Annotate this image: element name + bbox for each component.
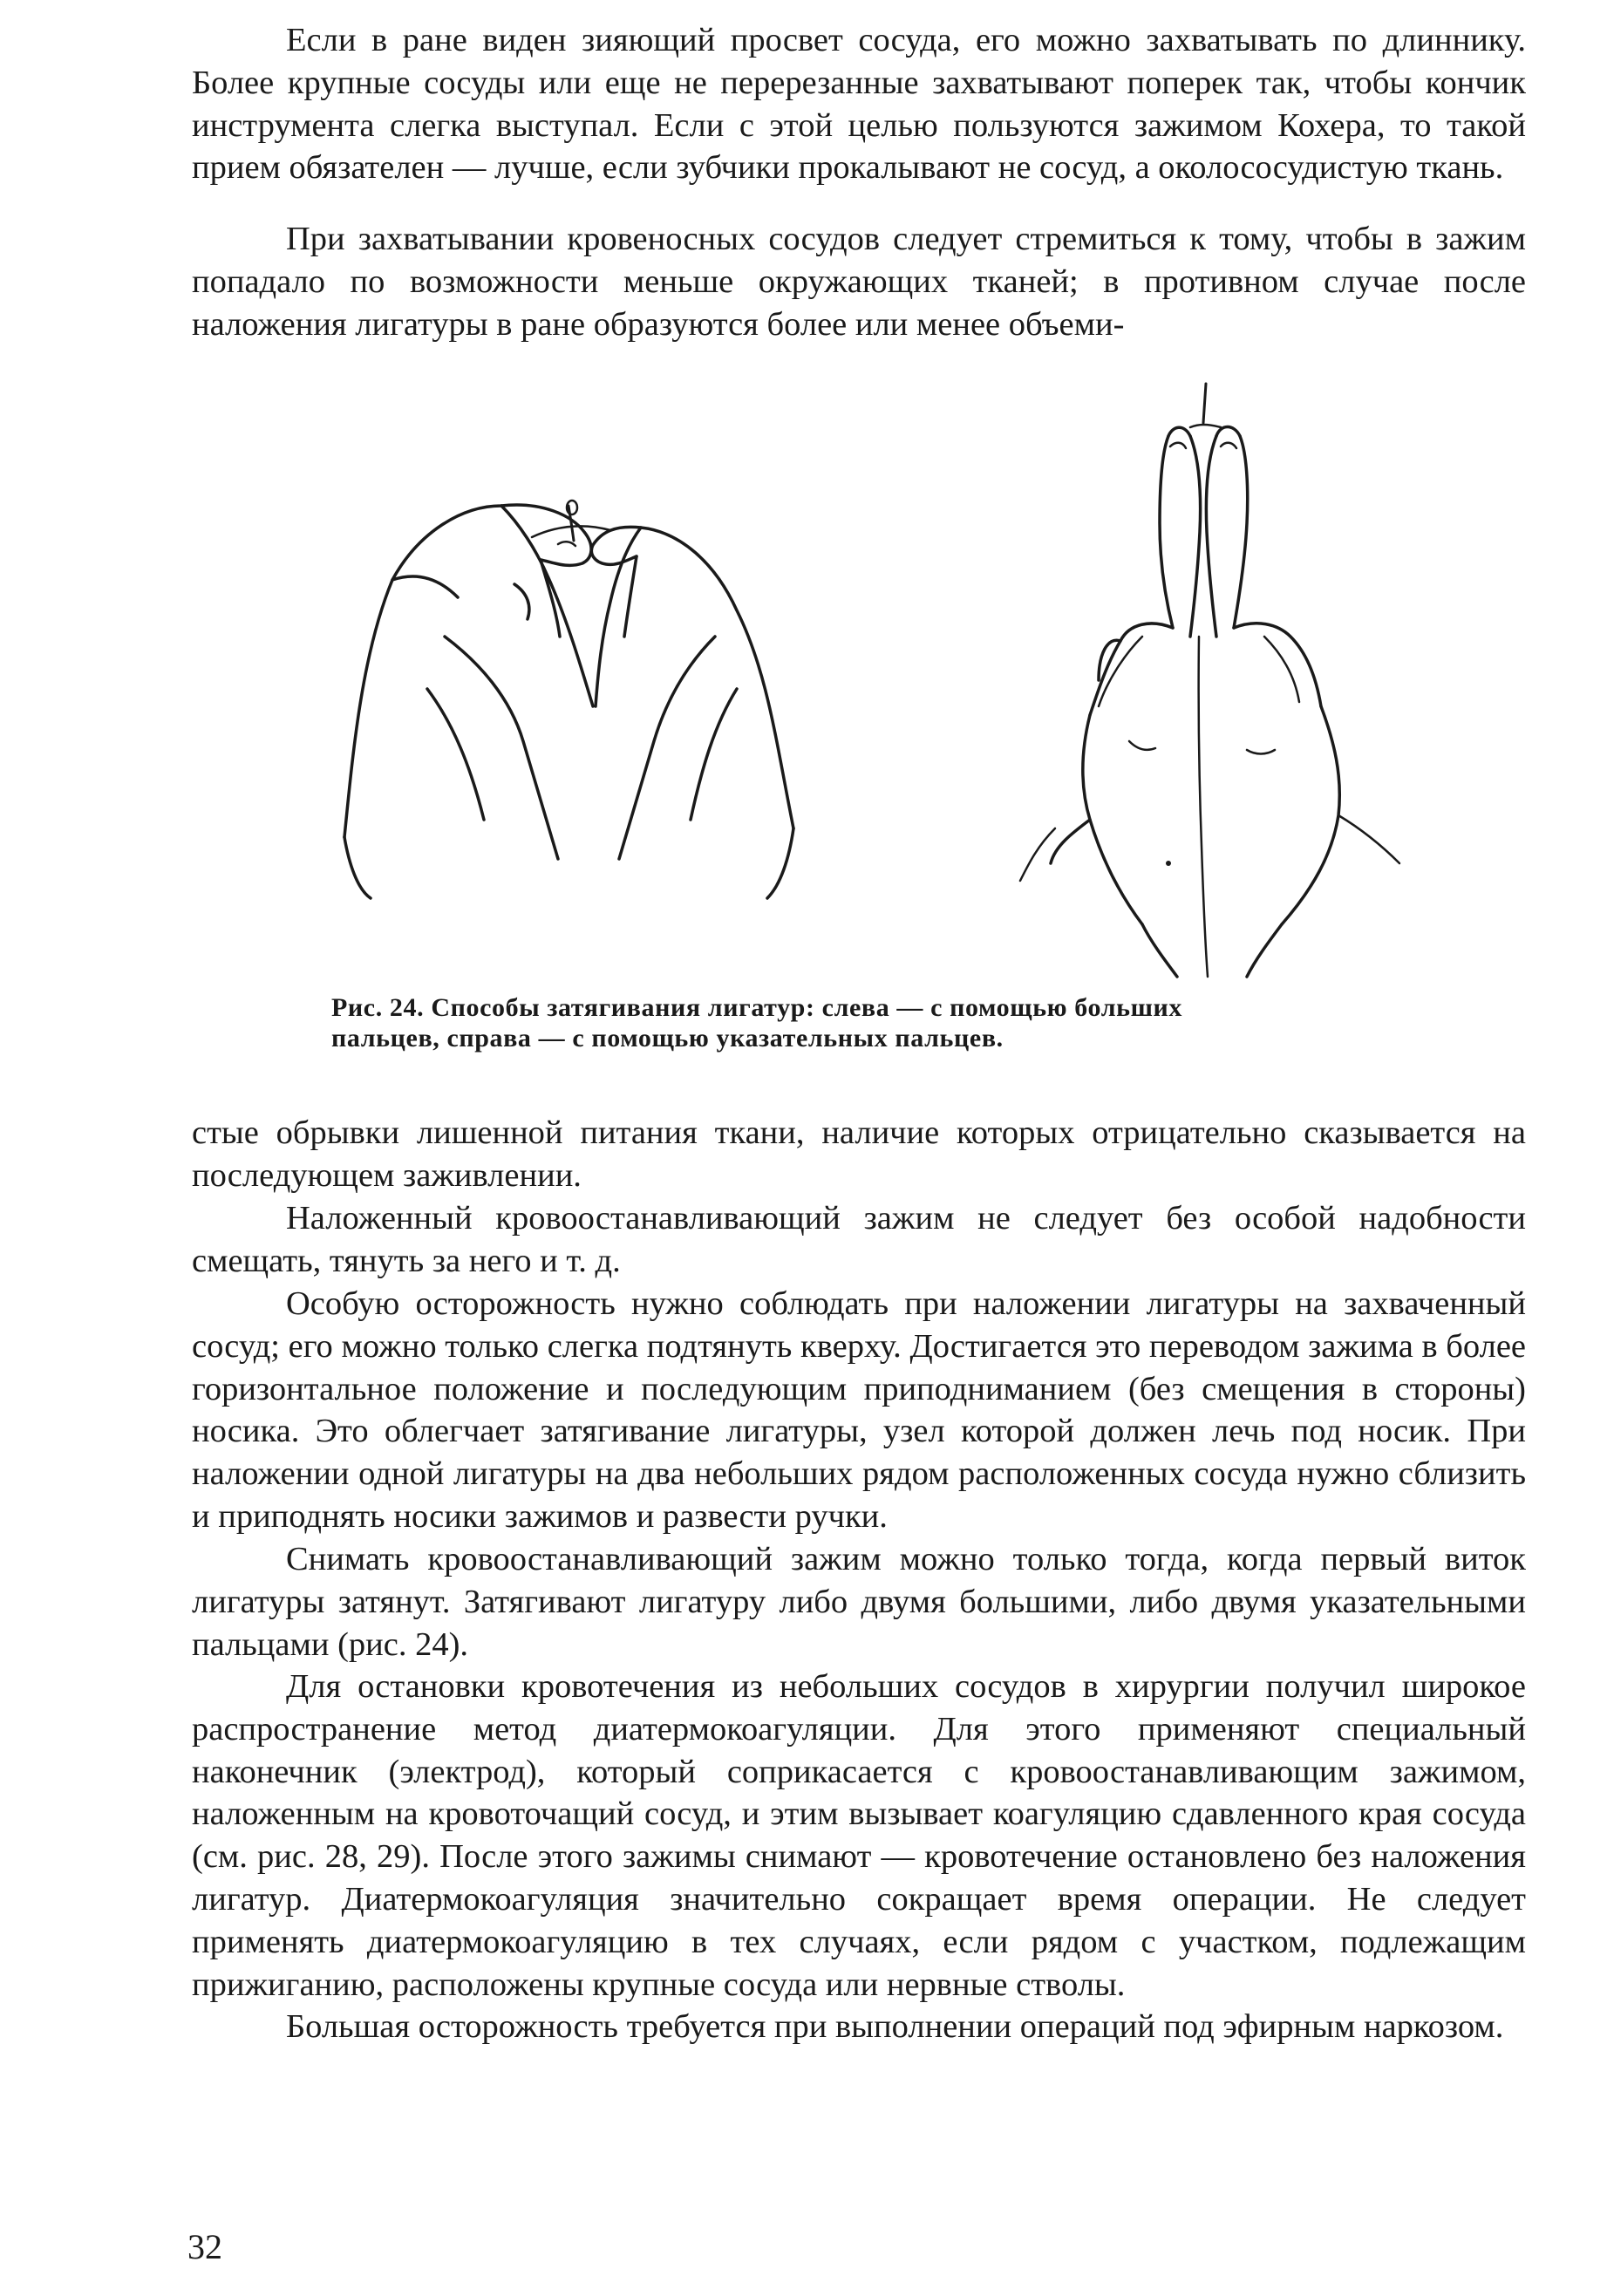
paragraph: стые обрывки лишенной питания ткани, наличие которых отрицательно сказывается на последующем заживлении. bbox=[192, 1114, 1526, 1194]
paragraph: Для остановки кровотечения из небольших сосудов в хирургии получил широкое распространение метод диатермокоагуляции. Для этого применяют специальный наконечник (электрод), который соприкасается с кровоостанавливающим зажимом, наложенным на кровоточащий сосуд, и этим вызывает коагуляцию сдавленного края сосуда (см. рис. 28, 29). После этого зажимы снимают — кровотечение остановлено без наложения лигатур. Диатермокоагуляция значительно сокращает время операции. Не следует применять диатермокоагуляцию в тех случаях, если рядом с участком, подлежащим прижиганию, расположены крупные сосуда или нервные стволы. bbox=[192, 1668, 1526, 2003]
hands-thumbs-drawing bbox=[344, 501, 793, 898]
paragraph: Снимать кровоостанавливающий зажим можно только тогда, когда первый виток лигатуры затянут. Затягивают лигатуру либо двумя большими, либо двумя указательными пальцами (рис. 24). bbox=[192, 1541, 1526, 1663]
figure-caption-line: пальцев, справа — с помощью указательных пальцев. bbox=[331, 1024, 1004, 1053]
paragraph: При захватывании кровеносных сосудов следует стремиться к тому, чтобы в зажим попадало по возможности меньше окружающих тканей; в противном случае после наложения лигатуры в ране образуются более или менее объеми- bbox=[192, 221, 1526, 343]
figure-caption-line: Рис. 24. Способы затягивания лигатур: слева — с помощью больших bbox=[331, 993, 1183, 1022]
paragraph: Особую осторожность нужно соблюдать при наложении лигатуры на захваченный сосуд; его можно только слегка подтянуть кверху. Достигается это переводом зажима в более горизонтальное положение и последующим приподниманием (без смещения в стороны) носика. Это облегчает затягивание лигатуры, узел которой должен лечь под носик. При наложении одной лигатуры на два небольших рядом расположенных сосуда нужно сблизить и приподнять носики зажимов и развести ручки. bbox=[192, 1285, 1526, 1535]
paragraph: Наложенный кровоостанавливающий зажим не следует без особой надобности смещать, тянуть за него и т. д. bbox=[192, 1200, 1526, 1279]
paragraph: Большая осторожность требуется при выполнении операций под эфирным наркозом. bbox=[286, 2008, 1504, 2045]
page-number: 32 bbox=[187, 2227, 222, 2266]
hands-index-fingers-drawing bbox=[1020, 384, 1399, 977]
figure-caption bbox=[331, 992, 1386, 1053]
paragraph: Если в ране виден зияющий просвет сосуда, его можно захватывать по длиннику. Более крупные сосуды или еще не перерезанные захватывают поперек так, чтобы кончик инструмента слегка выступал. Если с этой целью пользуются зажимом Кохера, то такой прием обязателен — лучше, если зубчики прокалывают не сосуд, а околососудистую ткань. bbox=[192, 22, 1526, 187]
figure-illustration bbox=[340, 375, 1421, 981]
